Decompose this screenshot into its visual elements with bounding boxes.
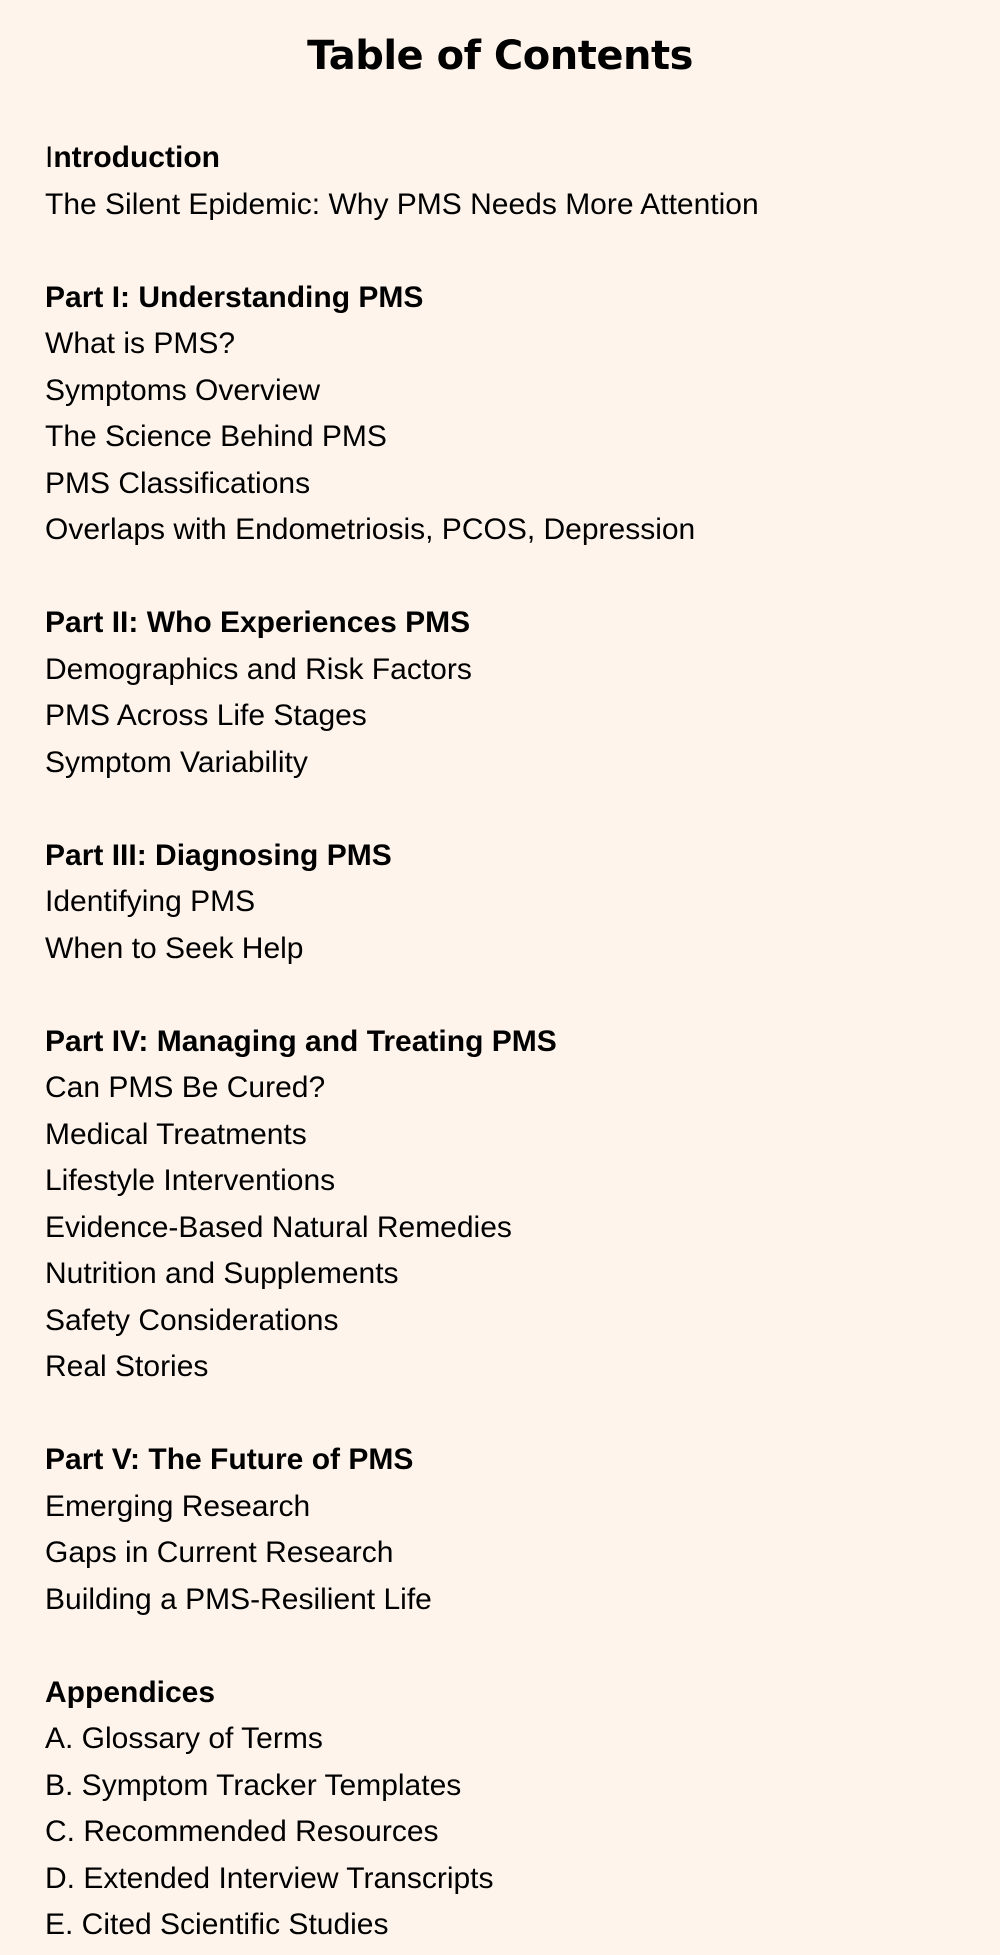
page-title: Table of Contents [307,33,693,79]
toc-entry: A. Glossary of Terms [45,1722,323,1755]
section-heading-rest: ntroduction [53,141,220,174]
toc-section [45,833,975,973]
toc-section [45,1437,975,1623]
toc-entry: The Science Behind PMS [45,420,387,453]
section-entries [45,647,975,787]
section-entries [45,879,975,972]
toc-entry: Medical Treatments [45,1117,307,1151]
toc-entry: B. Symptom Tracker Templates [45,1768,462,1802]
toc-entry: Symptoms Overview [45,373,321,407]
section-entries [45,182,975,229]
toc-parts [45,275,975,1949]
section-entries [45,321,975,554]
toc-entry: Evidence-Based Natural Remedies [45,1210,512,1244]
toc-entry: Safety Considerations [45,1303,339,1337]
toc-entry: Demographics and Risk Factors [45,652,472,686]
section-heading-initial: I [45,141,54,174]
toc-entry: E. Cited Scientific Studies [45,1908,389,1941]
toc-entry: Nutrition and Supplements [45,1257,399,1290]
toc-entry: Building a PMS-Resilient Life [45,1582,432,1616]
toc-entry: Symptom Variability [45,745,308,779]
toc-entry: C. Recommended Resources [45,1815,439,1848]
section-heading: Part III: Diagnosing PMS [45,838,392,872]
section-heading: Part V: The Future of PMS [45,1443,414,1476]
toc-entry: Emerging Research [45,1489,311,1523]
toc-entry: Identifying PMS [45,885,256,918]
toc-entry: Can PMS Be Cured? [45,1071,326,1104]
section-entries [45,1484,975,1624]
section-heading-introduction [45,135,975,182]
section-heading: Part I: Understanding PMS [45,280,424,314]
toc-section [45,1670,975,1949]
toc-list [45,135,975,1949]
toc-section [45,1019,975,1391]
toc-section [45,275,975,554]
section-heading: Part II: Who Experiences PMS [45,606,471,639]
toc-entry: PMS Classifications [45,466,311,500]
toc-entry: The Silent Epidemic: Why PMS Needs More Attention [45,187,759,221]
toc-entry: Gaps in Current Research [45,1536,394,1569]
toc-entry: What is PMS? [45,327,236,360]
section-heading: Part IV: Managing and Treating PMS [45,1024,557,1058]
section-entries [45,1716,975,1949]
toc-entry: PMS Across Life Stages [45,699,367,732]
section-entries [45,1065,975,1391]
toc-section-introduction [45,135,975,228]
toc-entry: Lifestyle Interventions [45,1164,336,1197]
section-heading: Appendices [45,1675,216,1709]
toc-section [45,600,975,786]
toc-entry: Overlaps with Endometriosis, PCOS, Depression [45,513,696,546]
toc-entry: Real Stories [45,1350,209,1383]
toc-entry: When to Seek Help [45,931,304,965]
toc-entry: D. Extended Interview Transcripts [45,1861,494,1895]
